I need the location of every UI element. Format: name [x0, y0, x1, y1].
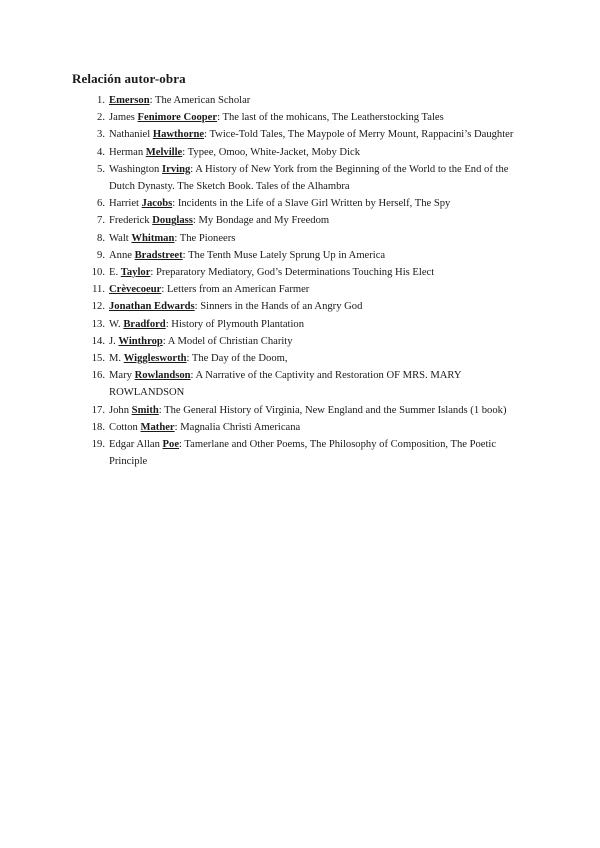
author-works: : Letters from an American Farmer [161, 284, 310, 296]
author-surname: Irving [162, 163, 191, 175]
list-item [91, 402, 521, 419]
author-works: : A Narrative of the Captivity and Restoration OF MRS. MARY ROWLANDSON [109, 370, 462, 399]
author-given-name: Walt [109, 232, 132, 244]
list-item [97, 161, 521, 195]
author-given-name: John [109, 404, 132, 416]
author-works: : Magnalia Christi Americana [174, 421, 301, 433]
author-given-name: J. [109, 335, 119, 347]
list-item [91, 367, 521, 401]
author-given-name: Herman [109, 146, 146, 158]
list-item [97, 109, 521, 126]
list-item [97, 230, 521, 247]
author-given-name: Washington [109, 163, 162, 175]
author-surname: Wigglesworth [123, 353, 187, 365]
author-surname: Emerson [109, 95, 150, 106]
author-surname: Melville [145, 146, 183, 158]
list-item [91, 350, 521, 367]
author-works: : The Day of the Doom, [186, 353, 288, 365]
author-surname: Jonathan Edwards [109, 301, 195, 313]
list-item-number: 15. [91, 353, 105, 365]
author-surname: Jacobs [141, 198, 173, 210]
author-surname: Hawthorne [152, 129, 205, 141]
list-item-number: 16. [91, 370, 105, 382]
list-item-number: 13. [91, 318, 105, 330]
list-item [91, 264, 521, 281]
author-works: : The last of the mohicans, The Leatherstocking Tales [217, 112, 444, 124]
author-works: : Twice-Told Tales, The Maypole of Merry Mount, Rappacini’s Daughter [204, 129, 514, 141]
author-surname: Winthrop [118, 335, 163, 347]
author-work-list [91, 92, 521, 470]
author-surname: Taylor [120, 267, 151, 279]
list-item [97, 247, 521, 264]
author-given-name: Cotton [109, 421, 141, 433]
author-surname: Crèvecoeur [109, 284, 162, 296]
list-item [91, 333, 521, 350]
author-surname: Whitman [131, 232, 175, 244]
author-works: : Tamerlane and Other Poems, The Philosophy of Composition, The Poetic Principle [109, 439, 497, 468]
list-item-number: 2. [97, 112, 105, 124]
author-works: : Incidents in the Life of a Slave Girl Written by Herself, The Spy [172, 198, 451, 210]
list-item-number: 9. [97, 249, 105, 261]
author-given-name: Nathaniel [109, 129, 153, 141]
author-works: : A Model of Christian Charity [162, 335, 293, 347]
list-item-number: 19. [91, 439, 105, 451]
author-surname: Poe [162, 439, 180, 451]
list-item-number: 5. [97, 163, 105, 175]
list-item-number: 11. [92, 284, 105, 296]
list-item [91, 298, 521, 315]
author-works: : Typee, Omoo, White-Jacket, Moby Dick [182, 146, 361, 158]
list-item [97, 144, 521, 161]
list-item-number: 18. [91, 421, 105, 433]
author-works: : Preparatory Mediatory, God’s Determinations Touching His Elect [150, 267, 435, 279]
page-title: Relación autor-obra [72, 71, 186, 86]
list-item-number: 3. [97, 129, 105, 141]
list-item-number: 4. [97, 146, 105, 158]
list-item-number: 8. [97, 232, 105, 244]
author-works: : History of Plymouth Plantation [165, 318, 305, 330]
list-item [91, 436, 521, 470]
author-works: : My Bondage and My Freedom [192, 215, 330, 227]
list-item-number: 12. [91, 301, 105, 313]
author-works: : The Pioneers [174, 232, 236, 244]
author-surname: Fenimore Cooper [137, 112, 218, 124]
list-item [92, 281, 521, 298]
author-works: : A History of New York from the Beginning of the World to the End of the Dutch Dynasty. The Sketch Book. Tales of the Alhambra [109, 163, 509, 193]
list-item [91, 419, 521, 436]
author-given-name: M. [109, 353, 124, 365]
list-item-number: 7. [97, 215, 105, 227]
author-surname: Mather [140, 421, 175, 433]
list-item [97, 126, 521, 143]
list-item [97, 195, 521, 212]
author-works: : The General History of Virginia, New England and the Summer Islands (1 book) [158, 404, 507, 416]
author-surname: Bradstreet [134, 249, 183, 261]
author-given-name: James [109, 112, 138, 124]
author-surname: Rowlandson [134, 370, 191, 382]
list-item-number: 14. [91, 335, 105, 347]
author-surname: Smith [131, 404, 159, 416]
list-item-number: 17. [91, 404, 105, 416]
author-works: : Sinners in the Hands of an Angry God [194, 301, 363, 313]
author-works: : The Tenth Muse Lately Sprung Up in America [182, 249, 386, 261]
list-item-number: 1. [97, 95, 105, 106]
author-given-name: E. [109, 267, 121, 279]
author-works: : The American Scholar [149, 95, 251, 106]
author-given-name: Mary [109, 370, 135, 382]
author-given-name: Edgar Allan [109, 439, 163, 451]
author-surname: Bradford [123, 318, 166, 330]
author-given-name: W. [109, 318, 124, 330]
list-item-number: 10. [91, 267, 105, 279]
list-item [91, 316, 521, 333]
author-given-name: Anne [109, 249, 135, 261]
author-surname: Douglass [152, 215, 193, 227]
list-item-number: 6. [97, 198, 105, 210]
list-item [97, 92, 521, 109]
author-given-name: Harriet [109, 198, 142, 210]
author-given-name: Frederick [109, 215, 153, 227]
list-item [97, 212, 521, 229]
